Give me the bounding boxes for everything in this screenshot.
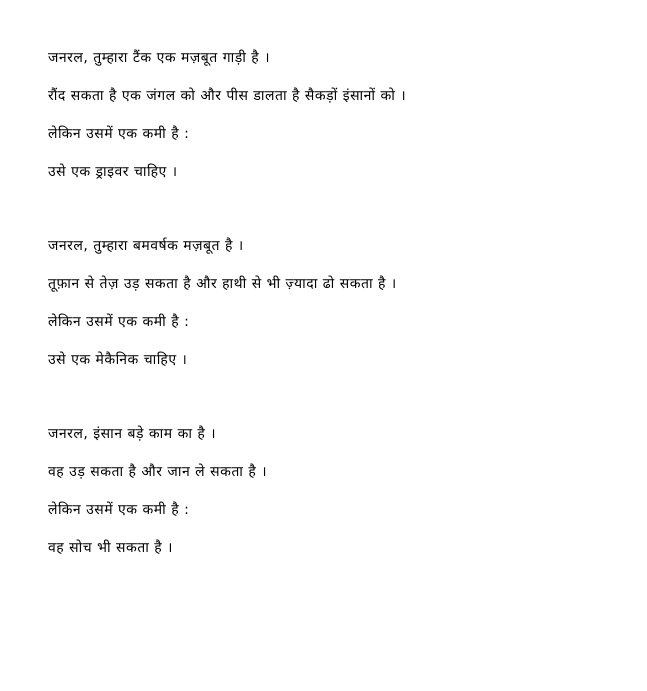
- stanza-human: [48, 424, 638, 558]
- poem-line: उसे एक मेकैनिक चाहिए ।: [48, 352, 188, 368]
- poem-line: रौंद सकता है एक जंगल को और पीस डालता है सैकड़ों इंसानों को ।: [48, 88, 407, 104]
- poem-line: जनरल, इंसान बड़े काम का है ।: [48, 426, 217, 442]
- poem-line: लेकिन उसमें एक कमी है :: [48, 314, 190, 330]
- poem: [48, 48, 638, 612]
- poem-line: जनरल, तुम्हारा बमवर्षक मज़बूत है ।: [48, 238, 244, 254]
- poem-line: तूफ़ान से तेज़ उड़ सकता है और हाथी से भी ज़्यादा ढो सकता है ।: [48, 276, 397, 292]
- stanza-bomber: [48, 236, 638, 370]
- stanza-tank: [48, 48, 638, 182]
- poem-line: लेकिन उसमें एक कमी है :: [48, 126, 190, 142]
- poem-line: जनरल, तुम्हारा टैंक एक मज़बूत गाड़ी है ।: [48, 50, 270, 66]
- poem-line: लेकिन उसमें एक कमी है :: [48, 502, 190, 518]
- poem-line: वह उड़ सकता है और जान ले सकता है ।: [48, 464, 268, 480]
- poem-line: उसे एक ड्राइवर चाहिए ।: [48, 164, 178, 180]
- poem-line: वह सोच भी सकता है ।: [48, 540, 173, 556]
